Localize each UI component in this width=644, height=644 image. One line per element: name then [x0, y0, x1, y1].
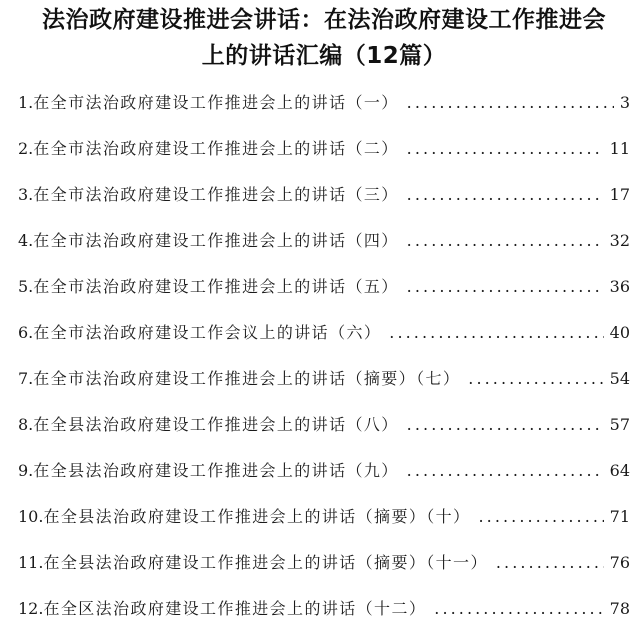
toc-entry-8[interactable] — [18, 414, 630, 460]
toc-entry-title: 在全市法治政府建设工作推进会上的讲话（三） — [33, 185, 399, 204]
toc-entry-page: 78 — [609, 599, 630, 618]
toc-dot-leader — [407, 184, 604, 206]
toc-entry-number: 11. — [18, 553, 44, 572]
toc-entry-number: 8. — [18, 415, 34, 434]
toc-entry-6[interactable] — [18, 322, 630, 368]
toc-dot-leader — [478, 506, 603, 528]
toc-entry-2[interactable] — [18, 138, 630, 184]
toc-entry-page: 76 — [609, 553, 630, 572]
toc-entry-title: 在全区法治政府建设工作推进会上的讲话（十二） — [43, 599, 427, 618]
toc-entry-number: 1. — [18, 93, 34, 112]
toc-dot-leader — [407, 230, 604, 252]
toc-entry-1[interactable] — [18, 92, 630, 138]
toc-entry-10[interactable] — [18, 506, 630, 552]
toc-entry-number: 6. — [18, 323, 34, 342]
toc-entry-number: 10. — [18, 507, 44, 526]
toc-dot-leader — [389, 322, 603, 344]
toc-entry-5[interactable] — [18, 276, 630, 322]
toc-entry-page: 71 — [609, 507, 630, 526]
toc-dot-leader — [407, 138, 604, 160]
toc-entry-page: 11 — [609, 139, 630, 158]
toc-entry-12[interactable] — [18, 598, 630, 644]
toc-entry-page: 57 — [609, 415, 630, 434]
toc-entry-page: 54 — [609, 369, 630, 388]
document-title — [18, 2, 630, 74]
toc-entry-3[interactable] — [18, 184, 630, 230]
toc-entry-page: 32 — [609, 231, 630, 250]
toc-entry-title: 在全市法治政府建设工作推进会上的讲话（摘要）（七） — [33, 369, 461, 388]
document-title-line-2: 上的讲话汇编（12篇） — [201, 43, 447, 69]
toc-dot-leader — [407, 460, 604, 482]
toc-entry-title: 在全市法治政府建设工作推进会上的讲话（四） — [33, 231, 399, 250]
toc-entry-title: 在全县法治政府建设工作推进会上的讲话（八） — [33, 415, 399, 434]
toc-entry-page: 40 — [609, 323, 630, 342]
toc-dot-leader — [468, 368, 603, 390]
toc-entry-title: 在全市法治政府建设工作会议上的讲话（六） — [33, 323, 382, 342]
toc-entry-number: 9. — [18, 461, 34, 480]
toc-entry-page: 64 — [609, 461, 630, 480]
toc-entry-7[interactable] — [18, 368, 630, 414]
toc-entry-number: 2. — [18, 139, 34, 158]
toc-dot-leader — [407, 92, 614, 114]
table-of-contents — [18, 92, 630, 644]
toc-dot-leader — [407, 414, 604, 436]
toc-entry-title: 在全县法治政府建设工作推进会上的讲话（九） — [33, 461, 399, 480]
toc-entry-number: 3. — [18, 185, 34, 204]
toc-entry-11[interactable] — [18, 552, 630, 598]
toc-dot-leader — [496, 552, 604, 574]
toc-entry-title: 在全市法治政府建设工作推进会上的讲话（二） — [33, 139, 399, 158]
toc-dot-leader — [434, 598, 603, 620]
toc-entry-title: 在全市法治政府建设工作推进会上的讲话（一） — [33, 93, 399, 112]
toc-entry-title: 在全市法治政府建设工作推进会上的讲话（五） — [33, 277, 399, 296]
toc-entry-4[interactable] — [18, 230, 630, 276]
toc-entry-title: 在全县法治政府建设工作推进会上的讲话（摘要）（十一） — [43, 553, 488, 572]
document-title-line-1: 法治政府建设推进会讲话：在法治政府建设工作推进会 — [42, 7, 606, 33]
toc-entry-title: 在全县法治政府建设工作推进会上的讲话（摘要）（十） — [43, 507, 471, 526]
toc-entry-9[interactable] — [18, 460, 630, 506]
toc-entry-page: 36 — [609, 277, 630, 296]
toc-entry-number: 4. — [18, 231, 34, 250]
toc-entry-number: 7. — [18, 369, 34, 388]
toc-entry-page: 17 — [609, 185, 630, 204]
toc-entry-number: 12. — [18, 599, 44, 618]
toc-entry-number: 5. — [18, 277, 34, 296]
toc-dot-leader — [407, 276, 604, 298]
toc-entry-page: 3 — [619, 93, 630, 112]
